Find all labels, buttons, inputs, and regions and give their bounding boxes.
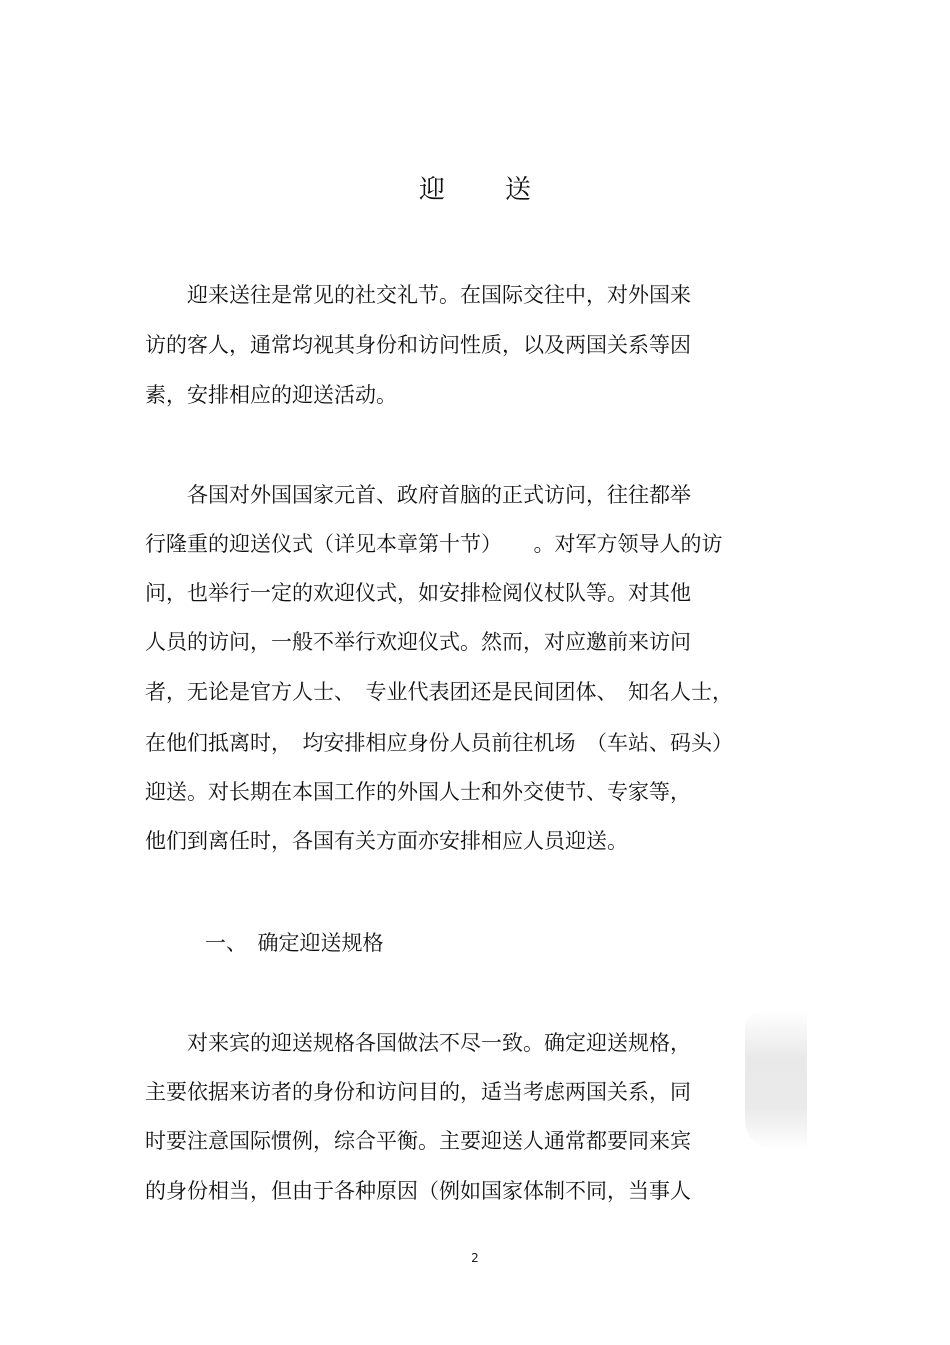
paragraph-2-line-1: 各国对外国国家元首、政府首脑的正式访问，往往都举 <box>145 483 691 507</box>
paragraph-2-line-7: 迎送。对长期在本国工作的外国人士和外交使节、专家等， <box>145 780 691 804</box>
paragraph-1-line-1: 迎来送往是常见的社交礼节。在国际交往中，对外国来 <box>145 283 691 307</box>
paragraph-2-line-5: 者，无论是官方人士、 专业代表团还是民间团体、 知名人士， <box>145 680 733 704</box>
paragraph-2-line-8: 他们到离任时，各国有关方面亦安排相应人员迎送。 <box>145 829 628 853</box>
title-char-2: 送 <box>505 175 532 205</box>
section-paragraph-line-2: 主要依据来访者的身份和访问目的，适当考虑两国关系，同 <box>145 1080 691 1104</box>
section-paragraph-line-1: 对来宾的迎送规格各国做法不尽一致。确定迎送规格， <box>145 1031 691 1055</box>
paragraph-2-line-2: 行隆重的迎送仪式（详见本章第十节） 。对军方领导人的访 <box>145 532 723 556</box>
document-title <box>0 170 950 210</box>
paragraph-1-line-3: 素，安排相应的迎送活动。 <box>145 383 397 407</box>
section-heading: 一、 确定迎送规格 <box>205 931 384 955</box>
paragraph-1-line-2: 访的客人，通常均视其身份和访问性质，以及两国关系等因 <box>145 333 691 357</box>
page-number: 2 <box>471 1251 479 1265</box>
section-paragraph-line-4: 的身份相当，但由于各种原因（例如国家体制不同，当事人 <box>145 1179 691 1203</box>
paragraph-2-line-3: 问，也举行一定的欢迎仪式，如安排检阅仪杖队等。对其他 <box>145 581 691 605</box>
title-char-1: 迎 <box>418 175 445 205</box>
faded-background-image <box>745 1010 807 1150</box>
paragraph-2-line-4: 人员的访问，一般不举行欢迎仪式。然而，对应邀前来访问 <box>145 630 691 654</box>
section-paragraph-line-3: 时要注意国际惯例，综合平衡。主要迎送人通常都要同来宾 <box>145 1129 691 1153</box>
paragraph-2-line-6: 在他们抵离时， 均安排相应身份人员前往机场 （车站、码头） <box>145 731 733 755</box>
